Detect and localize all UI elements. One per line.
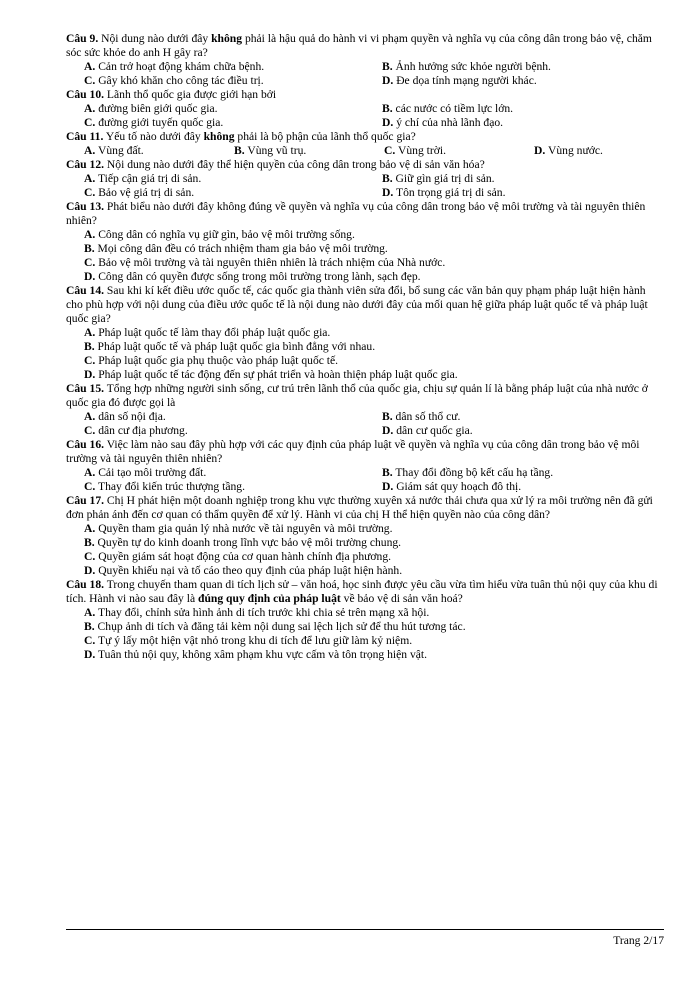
option-d: D. Đe dọa tính mạng người khác. [382,74,537,87]
question-text: Phát biểu nào dưới đây không đúng về quyền và nghĩa vụ của công dân trong bảo vệ môi trường và tài nguyên thiên nhiên? [66,200,646,227]
question-text: Chị H phát hiện một doanh nghiệp trong khu vực thường xuyên xả nước thải chưa qua xử lý ra môi trường nên đã gửi đơn phản ánh đến cơ quan có thẩm quyền để xử lý. Hành vi của chị H thể hiện quyền nào của công dân? [66,494,653,521]
page-number: Trang 2/17 [613,934,664,947]
question-text: về bảo vệ di sản văn hoá? [340,592,463,605]
option-c: C. Pháp luật quốc gia phụ thuộc vào pháp luật quốc tế. [84,354,339,367]
emphasis: không [203,130,235,143]
option-b: B. Vùng vũ trụ. [234,144,307,157]
question-number: Câu 13. [66,200,105,213]
question-number: Câu 12. [66,158,105,171]
question-text: Trong chuyến tham quan di tích lịch sử – văn hoá, học sinh được yêu cầu vừa tìm hiểu vừa tuân thủ nội quy của khu di tích. Hành vi nào sau đây là [66,578,658,605]
option-d: D. Công dân có quyền được sống trong môi trường trong lành, sạch đẹp. [84,270,421,283]
option-b: B. Quyền tự do kinh doanh trong lĩnh vực bảo vệ môi trường chung. [84,536,402,549]
option-a: A. Vùng đất. [84,144,144,157]
question-text: Việc làm nào sau đây phù hợp với các quy định của pháp luật về quyền và nghĩa vụ của công dân trong bảo vệ môi trường và tài nguyên thiên nhiên? [66,438,640,465]
option-a: A. dân số nội địa. [84,410,166,423]
question-text: Yếu tố nào dưới đây [103,130,204,143]
option-a: A. Cải tạo môi trường đất. [84,466,207,479]
question-number: Câu 11. [66,130,104,143]
question-text: phải là hậu quả do hành vi vi phạm quyền và nghĩa vụ của công dân trong bảo vệ, chăm sóc sức khỏe do anh H gây ra? [66,32,652,59]
question-text: Nội dung nào dưới đây [98,32,212,45]
option-c: C. đường giới tuyến quốc gia. [84,116,224,129]
option-c: C. Bảo vệ giá trị di sản. [84,186,195,199]
question-14 [66,284,664,382]
question-text: phải là bộ phận của lãnh thổ quốc gia? [234,130,416,143]
question-text: Lãnh thổ quốc gia được giới hạn bởi [104,88,277,101]
option-b: B. Mọi công dân đều có trách nhiệm tham gia bảo vệ môi trường. [84,242,388,255]
question-15 [66,382,664,438]
question-number: Câu 9. [66,32,99,45]
question-text: Nội dung nào dưới đây thể hiện quyền của công dân trong bảo vệ di sản văn hóa? [104,158,485,171]
option-a: A. Thay đổi, chỉnh sửa hình ảnh di tích trước khi chia sẻ trên mạng xã hội. [84,606,430,619]
option-d: D. Tuân thủ nội quy, không xâm phạm khu vực cấm và tôn trọng hiện vật. [84,648,428,661]
question-number: Câu 10. [66,88,105,101]
option-c: C. Gây khó khăn cho công tác điều trị. [84,74,264,87]
option-b: B. các nước có tiềm lực lớn. [382,102,514,115]
question-text: Tổng hợp những người sinh sống, cư trú trên lãnh thổ của quốc gia, chịu sự quản lí là bằng pháp luật của nhà nước ở quốc gia đó được gọi là [66,382,648,409]
option-d: D. dân cư quốc gia. [382,424,473,437]
option-a: A. đường biên giới quốc gia. [84,102,218,115]
option-a: A. Pháp luật quốc tế làm thay đổi pháp luật quốc gia. [84,326,331,339]
option-c: C. Vùng trời. [384,144,446,157]
question-11 [66,130,664,158]
question-number: Câu 16. [66,438,105,451]
option-a: A. Cản trở hoạt động khám chữa bệnh. [84,60,265,73]
option-a: A. Công dân có nghĩa vụ giữ gìn, bảo vệ môi trường sống. [84,228,355,241]
option-b: B. Chụp ảnh di tích và đăng tải kèm nội dung sai lệch lịch sử để thu hút tương tác. [84,620,466,633]
question-number: Câu 17. [66,494,105,507]
option-b: B. Giữ gìn giá trị di sản. [382,172,495,185]
footer-divider [66,929,664,930]
option-d: D. Vùng nước. [534,144,603,157]
option-d: D. Giám sát quy hoạch đô thị. [382,480,522,493]
option-b: B. Pháp luật quốc tế và pháp luật quốc gia bình đẳng với nhau. [84,340,376,353]
question-16 [66,438,664,494]
question-number: Câu 18. [66,578,105,591]
option-a: A. Quyền tham gia quản lý nhà nước về tài nguyên và môi trường. [84,522,393,535]
option-b: B. Thay đổi đồng bộ kết cấu hạ tầng. [382,466,554,479]
emphasis: không [211,32,243,45]
option-b: B. dân số thổ cư. [382,410,461,423]
option-c: C. Quyền giám sát hoạt động của cơ quan hành chính địa phương. [84,550,392,563]
option-a: A. Tiếp cận giá trị di sản. [84,172,202,185]
question-12 [66,158,664,200]
question-10 [66,88,664,130]
question-text: Sau khi kí kết điều ước quốc tế, các quốc gia thành viên sửa đổi, bổ sung các văn bản quy phạm pháp luật hiện hành cho phù hợp với nội dung của điều ước quốc tế là nội dung nào dưới đây của mối quan hệ giữa pháp luật quốc tế và pháp luật quốc gia? [66,284,648,325]
emphasis: đúng quy định của pháp luật [198,592,341,605]
option-c: C. Tự ý lấy một hiện vật nhỏ trong khu di tích để lưu giữ làm kỷ niệm. [84,634,413,647]
option-c: C. Thay đổi kiến trúc thượng tầng. [84,480,245,493]
question-13 [66,200,664,284]
question-18 [66,578,664,662]
question-9 [66,32,664,88]
option-d: D. Pháp luật quốc tế tác động đến sự phát triển và hoàn thiện pháp luật quốc gia. [84,368,458,381]
option-d: D. Quyền khiếu nại và tố cáo theo quy định của pháp luật hiện hành. [84,564,403,577]
option-c: C. Bảo vệ môi trường và tài nguyên thiên nhiên là trách nhiệm của Nhà nước. [84,256,446,269]
option-d: D. Tôn trọng giá trị di sản. [382,186,506,199]
option-c: C. dân cư địa phương. [84,424,188,437]
question-number: Câu 14. [66,284,105,297]
question-number: Câu 15. [66,382,105,395]
exam-page [66,32,664,662]
option-b: B. Ảnh hưởng sức khỏe người bệnh. [382,60,551,73]
question-17 [66,494,664,578]
option-d: D. ý chí của nhà lãnh đạo. [382,116,504,129]
